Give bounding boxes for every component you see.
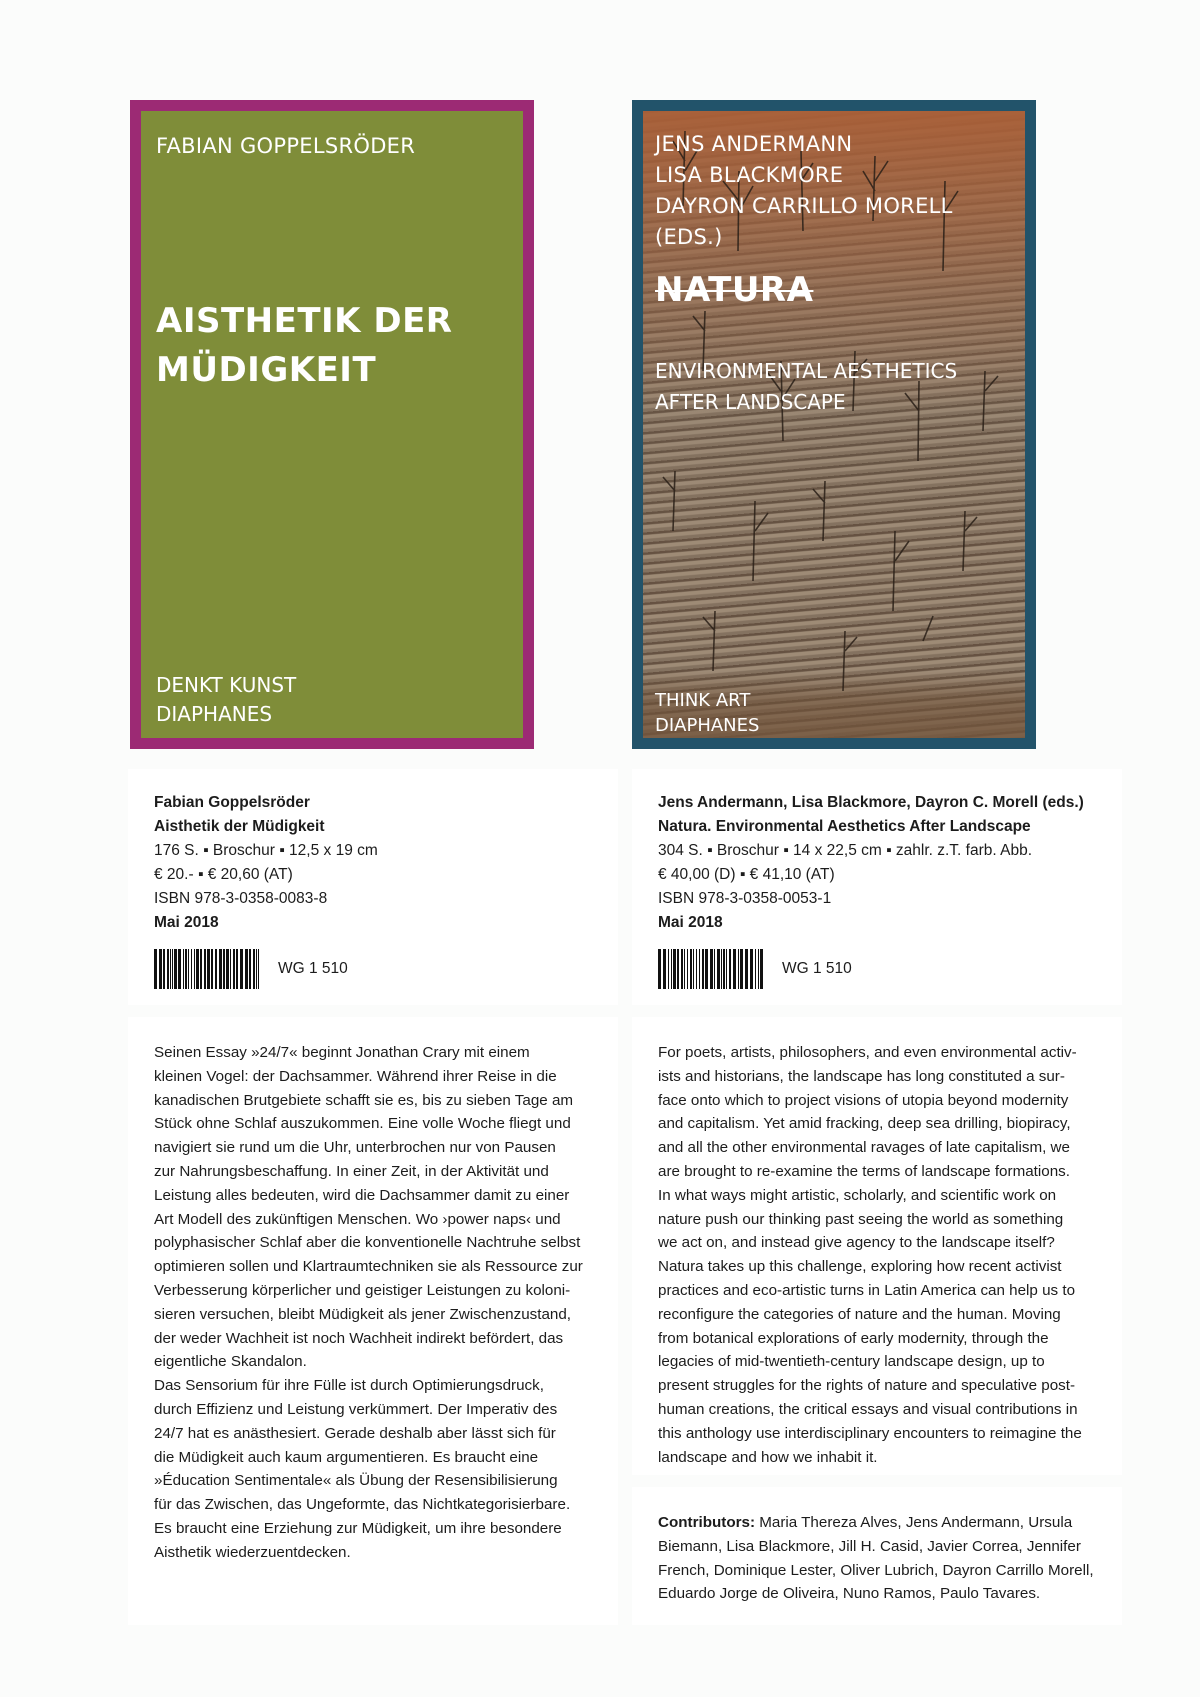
description-line: optimieren sollen und Klartraumtechniken sie als Ressource zur xyxy=(154,1258,583,1276)
description-line: kleinen Vogel: der Dachsammer. Während ihrer Reise in die xyxy=(154,1067,557,1085)
description-left xyxy=(128,1017,618,1625)
cover-publisher: DIAPHANES xyxy=(655,715,760,736)
cover-title-line: AISTHETIK DER xyxy=(156,301,453,341)
description-line: practices and eco-artistic turns in Latin America can help us to xyxy=(658,1281,1076,1299)
book-isbn: ISBN 978-3-0358-0083-8 xyxy=(154,890,328,907)
barcode-icon xyxy=(658,949,766,989)
description-line: ists and historians, the landscape has long constituted a sur- xyxy=(658,1067,1065,1085)
book-info-right xyxy=(632,769,1122,1005)
description-line: »Éducation Sentimentale« als Übung der Resensibilisierung xyxy=(154,1472,558,1490)
description-line: we act on, and instead give agency to the landscape itself? xyxy=(658,1234,1055,1252)
description-line: die Müdigkeit auch kaum argumentieren. Es braucht eine xyxy=(154,1448,539,1466)
contributors-line: Biemann, Lisa Blackmore, Jill H. Casid, Javier Correa, Jennifer xyxy=(658,1537,1081,1555)
description-line: legacies of mid-twentieth-century landscape design, up to xyxy=(658,1353,1045,1371)
book-wg: WG 1 510 xyxy=(782,960,852,977)
contributors-panel xyxy=(632,1487,1122,1625)
description-line: sieren versuchen, bleibt Müdigkeit als jener Zwischenzustand, xyxy=(154,1305,572,1323)
description-line: kanadischen Brutgebiete schafft sie es, bis zu sieben Tage am xyxy=(154,1091,574,1109)
description-line: Aisthetik wiederzuentdecken. xyxy=(154,1543,351,1561)
description-line: durch Effizienz und Leistung verkümmert. Der Imperativ des xyxy=(154,1400,558,1418)
description-line: Art Modell des zukünftigen Menschen. Wo ›power naps‹ und xyxy=(154,1210,561,1228)
cover-series xyxy=(156,671,296,729)
barcode-icon xyxy=(154,949,262,989)
description-line: human creations, the critical essays and visual contributions in xyxy=(658,1400,1078,1418)
book-price: € 20.- ▪ € 20,60 (AT) xyxy=(154,866,293,883)
cover-editor-line: JENS ANDERMANN xyxy=(655,132,853,156)
book-title: Aisthetik der Müdigkeit xyxy=(154,818,325,835)
book-specs: 176 S. ▪ Broschur ▪ 12,5 x 19 cm xyxy=(154,842,378,859)
description-line: In what ways might artistic, scholarly, and scientific work on xyxy=(658,1186,1057,1204)
cover-editor-line: DAYRON CARRILLO MORELL (EDS.) xyxy=(655,194,953,249)
contributors-line: Eduardo Jorge de Oliveira, Nuno Ramos, Paulo Tavares. xyxy=(658,1585,1041,1603)
cover-author: FABIAN GOPPELSRÖDER xyxy=(156,134,416,158)
description-line: Natura takes up this challenge, exploring how recent activist xyxy=(658,1258,1062,1276)
book-price: € 40,00 (D) ▪ € 41,10 (AT) xyxy=(658,866,835,883)
description-text xyxy=(154,1041,583,1565)
description-line: navigiert sie rund um die Uhr, unterbrochen nur von Pausen xyxy=(154,1139,556,1157)
cover-publisher: DIAPHANES xyxy=(156,702,273,726)
description-line: für das Zwischen, das Ungeformte, das Nichtkategorisierbare. xyxy=(154,1496,571,1514)
cover-subtitle-line: ENVIRONMENTAL AESTHETICS xyxy=(655,359,958,383)
description-right xyxy=(632,1017,1122,1475)
description-line: der weder Wachheit ist noch Wachheit indirekt befördert, das xyxy=(154,1329,564,1347)
book-author: Jens Andermann, Lisa Blackmore, Dayron C. Morell (eds.) xyxy=(658,794,1084,811)
book-date: Mai 2018 xyxy=(658,914,723,931)
cover-natura xyxy=(632,100,1036,749)
description-text xyxy=(658,1041,1082,1469)
cover-title: NATURA xyxy=(655,270,814,310)
cover-subtitle xyxy=(655,356,957,418)
description-line: landscape and how we inhabit it. xyxy=(658,1448,878,1466)
description-line: Das Sensorium für ihre Fülle ist durch Optimierungsdruck, xyxy=(154,1377,544,1395)
description-line: Leistung alles bedeuten, wird die Dachsammer damit zu einer xyxy=(154,1186,570,1204)
description-line: zur Nahrungsbeschaffung. In einer Zeit, in der Aktivität und xyxy=(154,1162,549,1180)
description-line: are brought to re-examine the terms of landscape formations. xyxy=(658,1162,1070,1180)
cover-title-line: MÜDIGKEIT xyxy=(156,350,377,390)
cover-aisthetik-der-muedigkeit xyxy=(130,100,534,749)
description-line: and all the other environmental ravages of late capitalism, we xyxy=(658,1139,1070,1157)
cover-editors xyxy=(655,129,1025,253)
contributors-text xyxy=(658,1511,1094,1606)
description-line: this anthology use interdisciplinary encounters to reimagine the xyxy=(658,1424,1082,1442)
book-author: Fabian Goppelsröder xyxy=(154,794,310,811)
book-wg: WG 1 510 xyxy=(278,960,348,977)
description-line: present struggles for the rights of nature and speculative post- xyxy=(658,1377,1076,1395)
description-line: eigentliche Skandalon. xyxy=(154,1353,307,1371)
description-line: and capitalism. Yet amid fracking, deep sea drilling, biopiracy, xyxy=(658,1115,1071,1133)
book-date: Mai 2018 xyxy=(154,914,219,931)
description-line: face onto which to project visions of utopia beyond modernity xyxy=(658,1091,1069,1109)
contributors-line: French, Dominique Lester, Oliver Lubrich, Dayron Carrillo Morell, xyxy=(658,1561,1094,1579)
cover-editor-line: LISA BLACKMORE xyxy=(655,163,844,187)
cover-title xyxy=(156,297,452,395)
contributors-label: Contributors: xyxy=(658,1514,756,1531)
description-line: Stück ohne Schlaf auszukommen. Eine volle Woche fliegt und xyxy=(154,1115,571,1133)
cover-subtitle-line: AFTER LANDSCAPE xyxy=(655,390,846,414)
description-line: reconfigure the categories of nature and the human. Moving xyxy=(658,1305,1061,1323)
description-line: nature push our thinking past seeing the world as something xyxy=(658,1210,1064,1228)
book-title: Natura. Environmental Aesthetics After Landscape xyxy=(658,818,1031,835)
description-line: Verbesserung körperlicher und geistiger Leistungen zu koloni- xyxy=(154,1281,571,1299)
cover-series-line: THINK ART xyxy=(655,690,751,711)
book-specs: 304 S. ▪ Broschur ▪ 14 x 22,5 cm ▪ zahlr. z.T. farb. Abb. xyxy=(658,842,1033,859)
cover-series-line: DENKT KUNST xyxy=(156,673,297,697)
book-info-left xyxy=(128,769,618,1005)
description-line: Es braucht eine Erziehung zur Müdigkeit, um ihre besondere xyxy=(154,1519,562,1537)
description-line: polyphasischer Schlaf aber die konventionelle Nachtruhe selbst xyxy=(154,1234,581,1252)
description-line: 24/7 hat es anästhesiert. Gerade deshalb aber lässt sich für xyxy=(154,1424,556,1442)
description-line: For poets, artists, philosophers, and even environmental activ- xyxy=(658,1044,1077,1061)
cover-series xyxy=(655,688,759,738)
contributors-names: Maria Thereza Alves, Jens Andermann, Ursula xyxy=(755,1514,1073,1531)
description-line: Seinen Essay »24/7« beginnt Jonathan Crary mit einem xyxy=(154,1044,530,1061)
book-isbn: ISBN 978-3-0358-0053-1 xyxy=(658,890,832,907)
description-line: from botanical explorations of early modernity, through the xyxy=(658,1329,1049,1347)
contributors-line xyxy=(658,1511,1094,1535)
